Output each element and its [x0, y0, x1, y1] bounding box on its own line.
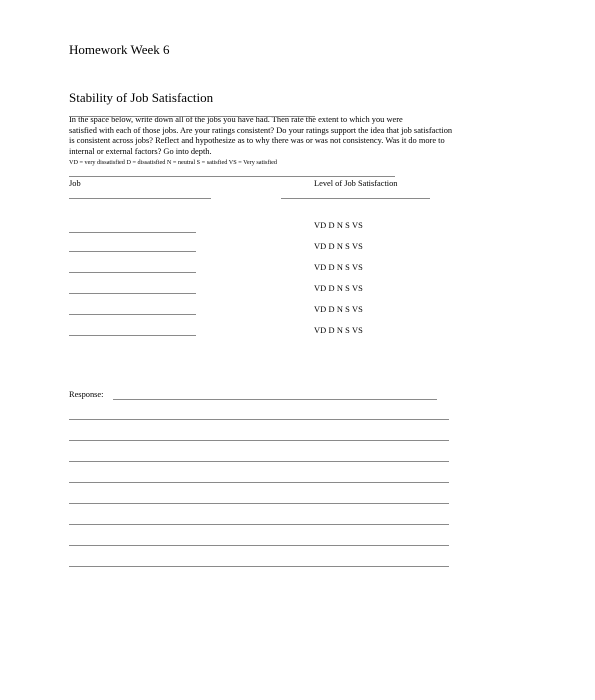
- instructions-line: internal or external factors? Go into depth.: [69, 146, 212, 156]
- job-entry-line[interactable]: [69, 335, 196, 336]
- response-line[interactable]: [69, 545, 449, 546]
- job-column-header: Job: [69, 179, 81, 188]
- response-line[interactable]: [69, 503, 449, 504]
- satisfaction-scale[interactable]: VD D N S VS: [314, 284, 363, 293]
- job-entry-line[interactable]: [69, 293, 196, 294]
- job-entry-line[interactable]: [69, 251, 196, 252]
- level-column-header: Level of Job Satisfaction: [314, 179, 398, 188]
- response-line[interactable]: [69, 461, 449, 462]
- job-entry-line[interactable]: [69, 314, 196, 315]
- satisfaction-scale[interactable]: VD D N S VS: [314, 242, 363, 251]
- response-line[interactable]: [69, 482, 449, 483]
- response-line[interactable]: [69, 419, 449, 420]
- satisfaction-scale[interactable]: VD D N S VS: [314, 221, 363, 230]
- page-title: Homework Week 6: [69, 42, 170, 57]
- instructions-line: is consistent across jobs? Reflect and hypothesize as to why there was or was not consistency. Was it do more to: [69, 136, 445, 146]
- level-header-underline: [281, 198, 430, 199]
- response-line[interactable]: [113, 399, 437, 400]
- header-top-rule: [69, 176, 395, 177]
- job-header-underline: [69, 198, 211, 199]
- satisfaction-scale[interactable]: VD D N S VS: [314, 263, 363, 272]
- satisfaction-scale[interactable]: VD D N S VS: [314, 305, 363, 314]
- response-label: Response:: [69, 390, 104, 399]
- response-line[interactable]: [69, 566, 449, 567]
- instructions-paragraph: [69, 115, 452, 157]
- rating-legend: VD = very dissatisfied D = dissatisfied N = neutral S = satisfied VS = Very satisfied: [69, 159, 277, 166]
- response-line[interactable]: [69, 440, 449, 441]
- instructions-underline: [69, 116, 315, 117]
- job-entry-line[interactable]: [69, 272, 196, 273]
- satisfaction-scale[interactable]: VD D N S VS: [314, 326, 363, 335]
- response-line[interactable]: [69, 524, 449, 525]
- section-title: Stability of Job Satisfaction: [69, 90, 214, 105]
- instructions-line: satisfied with each of those jobs. Are your ratings consistent? Do your ratings support the idea that job satisfaction: [69, 125, 453, 135]
- job-entry-line[interactable]: [69, 232, 196, 233]
- instructions-line: In the space below, write down all of the jobs you have had. Then rate the extent to which you were: [69, 115, 403, 124]
